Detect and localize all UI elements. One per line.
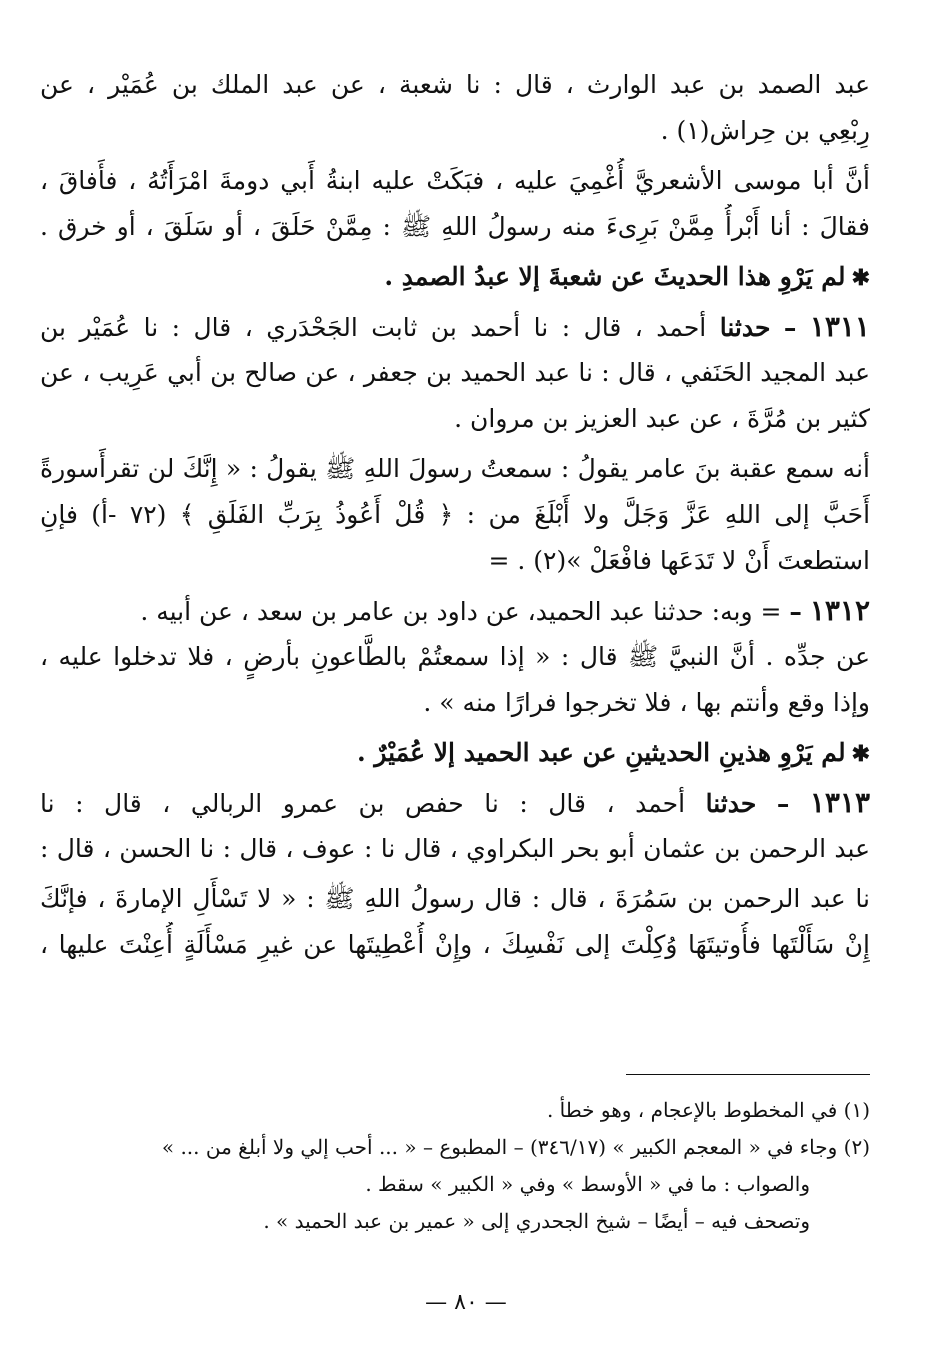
- text-line: عبد الرحمن بن عثمان أبو بحر البكراوي ، قال نا : عوف ، قال : نا الحسن ، قال :: [40, 834, 870, 863]
- text-line: عن جدِّه . أنَّ النبيَّ ﷺ قال : « إذا سمعتُمْ بالطَّاعونِ بأرضٍ ، فلا تدخلوا عليه ،: [40, 642, 870, 671]
- footnotes: [40, 1092, 870, 1240]
- dash: –: [783, 313, 797, 342]
- remark-text: لم يَرْوِ هذينِ الحديثينِ عن عبد الحميد إلا عُمَيْرٌ .: [356, 738, 846, 767]
- remark-line: [40, 254, 870, 300]
- haddathana-word: حدثنا: [705, 789, 757, 818]
- footnote: (١) في المخطوط بالإعجام ، وهو خطأ .: [546, 1098, 870, 1122]
- footnote: (٢) وجاء في « المعجم الكبير » (٣٤٦/١٧) – المطبوع – « ... أحب إلي ولا أبلغ من ... »: [161, 1135, 870, 1159]
- dash: –: [776, 789, 790, 818]
- star-icon: ✱: [851, 265, 870, 291]
- footnote-continuation: والصواب : ما في « الأوسط » وفي « الكبير » سقط .: [365, 1172, 810, 1196]
- hadith-heading-line: [40, 780, 870, 826]
- text-line: فقالَ : أنا أَبْرأُ مِمَّنْ بَرِىءَ منه رسولُ اللهِ ﷺ : مِمَّنْ حَلَقَ ، أو سَلَقَ ، أو خرق .: [40, 212, 870, 241]
- text-line: أنَّ أبا موسى الأشعريَّ أُغْمِيَ عليه ، فبَكَتْ عليه ابنةُ أَبي دومةَ امْرَأَتُهُ ، فأَفاقَ ،: [40, 166, 870, 195]
- hadith-heading-line: [40, 304, 870, 350]
- text-line: عبد المجيد الحَنَفي ، قال : نا عبد الحميد بن جعفر ، عن صالح بن أبي عَرِيب ، عن: [40, 358, 870, 387]
- text-line: كثير بن مُرَّةَ ، عن عبد العزيز بن مروان .: [454, 404, 870, 433]
- hadith-heading-line: [40, 588, 870, 634]
- text-line: أحمد ، قال : نا حفص بن عمرو الربالي ، قال : نا: [40, 789, 686, 818]
- text-line: نا عبد الرحمن بن سَمُرَةَ ، قال : قال رسولُ اللهِ ﷺ : « لا تَسْأَلِ الإمارةَ ، فإنَّكَ: [40, 884, 870, 913]
- text-line: استطعتَ أَنْ لا تَدَعَها فافْعَلْ »(٢) . =: [488, 546, 870, 575]
- hadith-number: ١٣١٢: [809, 594, 870, 627]
- hadith-number: ١٣١١: [809, 310, 870, 343]
- footnote-separator: [626, 1074, 870, 1075]
- remark-text: لم يَرْوِ هذا الحديثَ عن شعبةَ إلا عبدُ الصمدِ .: [384, 262, 846, 291]
- star-icon: ✱: [851, 741, 870, 767]
- text-line: أَحَبَّ إلى اللهِ عَزَّ وَجَلَّ ولا أَبْلَغَ من : ﴿ قُلْ أَعُوذُ بِرَبِّ الفَلَقِ ﴾ (٧٢ -أ) فإنِ: [40, 500, 870, 529]
- text-line: أحمد ، قال : نا أحمد بن ثابت الجَحْدَري ، قال : نا عُمَيْر بن: [40, 313, 707, 342]
- text-line: رِبْعِي بن حِراش(١) .: [660, 116, 870, 145]
- dash: –: [789, 597, 802, 626]
- text-line: إِنْ سَأَلْتَها فأُوتيتَهَا وُكِلْتَ إلى نَفْسِكَ ، وإِنْ أُعْطِيتَها عن غيرِ مَسْأَلَةٍ أُعِنْتَ عليها ،: [40, 930, 870, 959]
- page-number: — ٨٠ —: [425, 1290, 507, 1315]
- haddathana-word: حدثنا: [719, 313, 771, 342]
- footnote-continuation: وتصحف فيه – أيضًا – شيخ الجحدري إلى « عمير بن عبد الحميد » .: [263, 1209, 810, 1233]
- hadith-number: ١٣١٣: [809, 786, 870, 819]
- remark-line: [40, 730, 870, 776]
- main-text: [40, 62, 870, 968]
- text-line: عبد الصمد بن عبد الوارث ، قال : نا شعبة ، عن عبد الملك بن عُمَيْر ، عن: [40, 70, 870, 99]
- text-line: أنه سمع عقبة بنَ عامر يقولُ : سمعتُ رسولَ اللهِ ﷺ يقولُ : « إِنَّكَ لن تقرأَسورةً: [40, 454, 870, 483]
- text-line: = وبه: حدثنا عبد الحميد، عن داود بن عامر بن سعد ، عن أبيه .: [140, 597, 782, 626]
- text-line: وإذا وقع وأنتم بها ، فلا تخرجوا فرارًا منه » .: [423, 688, 870, 717]
